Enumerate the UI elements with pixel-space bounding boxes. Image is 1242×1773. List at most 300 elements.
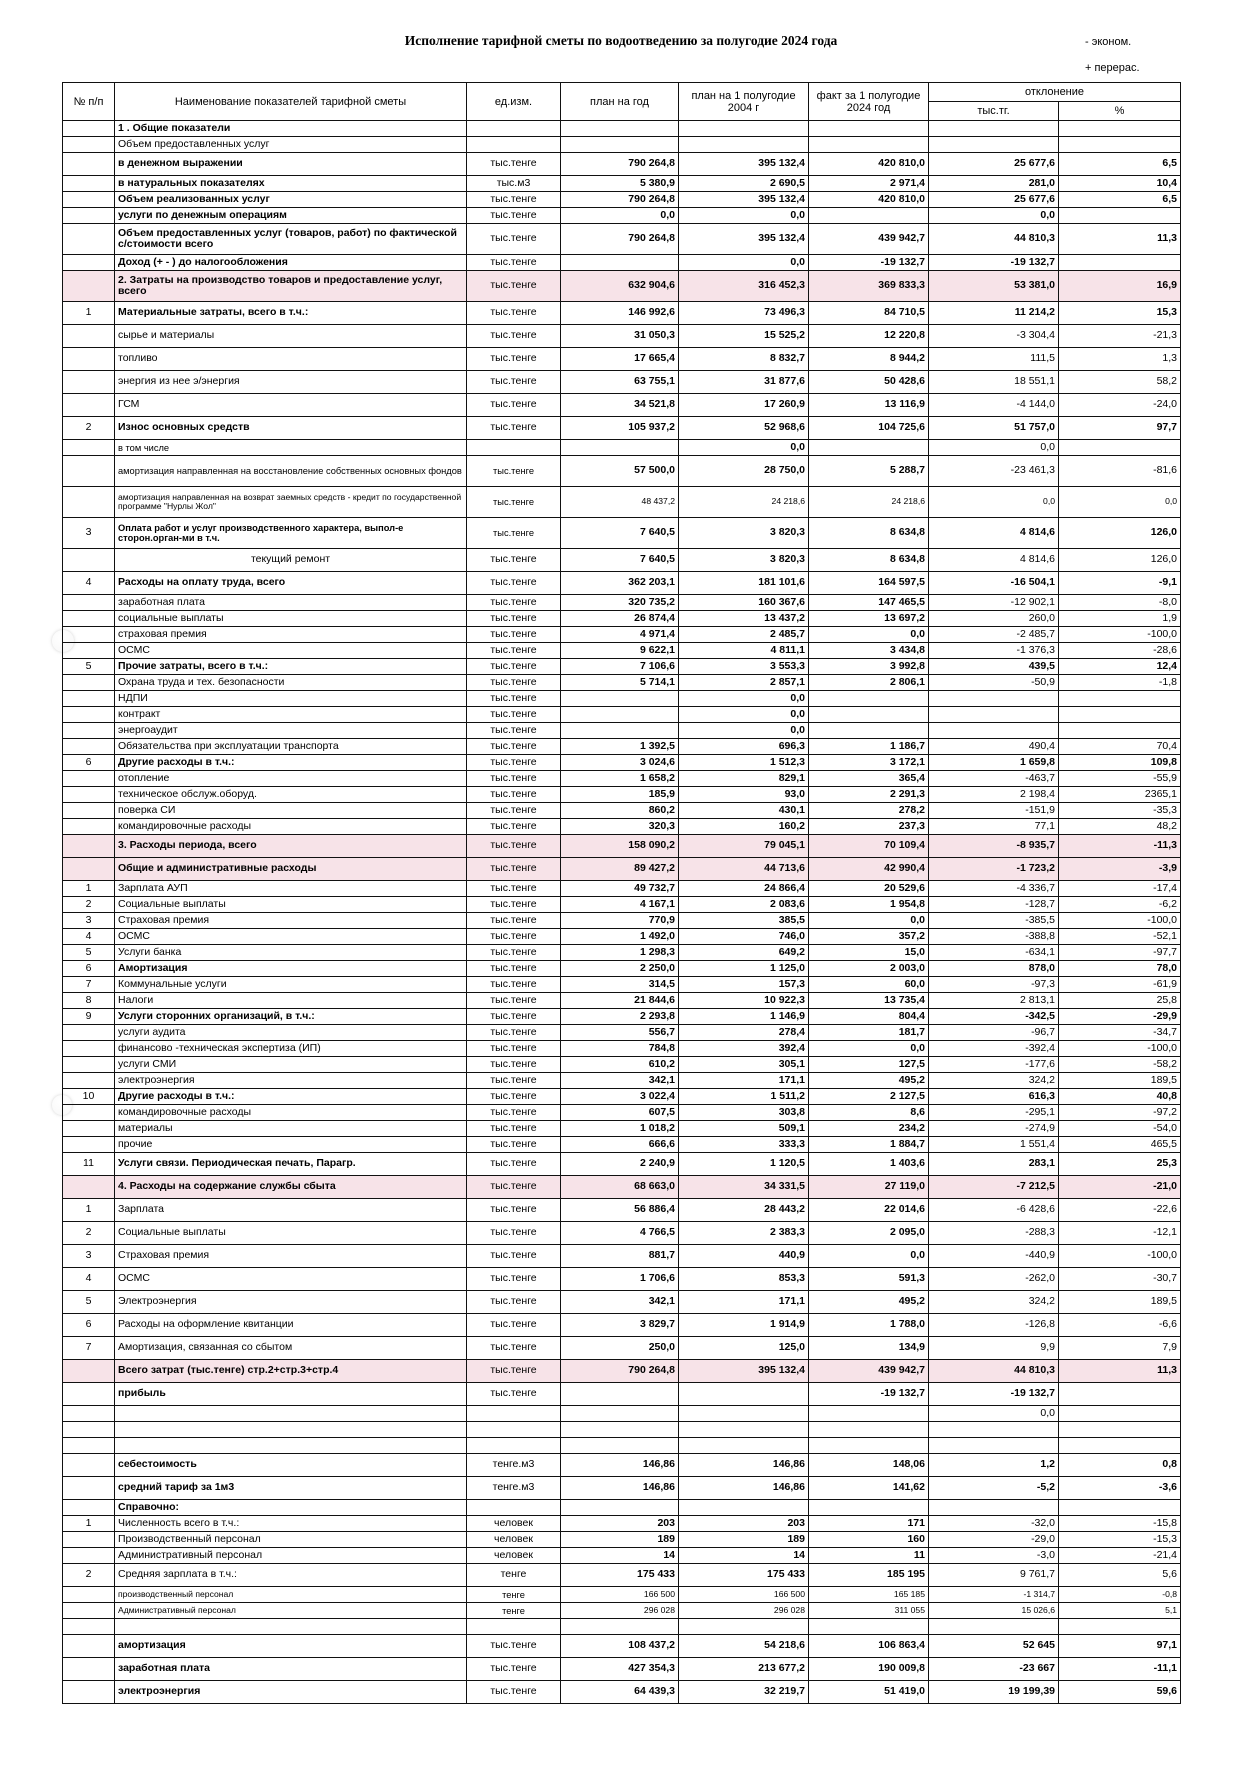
cell-unit: тенге (467, 1564, 561, 1587)
cell-da: 25 677,6 (929, 192, 1059, 208)
cell-unit: тыс.тенге (467, 627, 561, 643)
cell-idx (63, 771, 115, 787)
cell-name: Услуги банка (115, 945, 467, 961)
cell-idx: 3 (63, 518, 115, 549)
cell-idx (63, 1137, 115, 1153)
cell-idx (63, 1057, 115, 1073)
cell-py: 89 427,2 (561, 858, 679, 881)
cell-idx (63, 1406, 115, 1422)
cell-fh: 13 697,2 (809, 611, 929, 627)
cell-idx (63, 675, 115, 691)
cell-da: -16 504,1 (929, 572, 1059, 595)
cell-da: -463,7 (929, 771, 1059, 787)
table-row (63, 627, 1181, 643)
cell-unit: тыс.тенге (467, 691, 561, 707)
cell-name: контракт (115, 707, 467, 723)
cell-name: страховая премия (115, 627, 467, 643)
cell-fh: 1 403,6 (809, 1153, 929, 1176)
cell-idx (63, 192, 115, 208)
cell-dp: -54,0 (1059, 1121, 1181, 1137)
cell-name: НДПИ (115, 691, 467, 707)
cell-dp: -34,7 (1059, 1025, 1181, 1041)
cell-da: -50,9 (929, 675, 1059, 691)
cell-unit: тыс.тенге (467, 1025, 561, 1041)
cell-fh: 311 055 (809, 1603, 929, 1619)
cell-py (561, 137, 679, 153)
cell-dp: -21,0 (1059, 1176, 1181, 1199)
cell-ph: 44 713,6 (679, 858, 809, 881)
cell-dp: 126,0 (1059, 518, 1181, 549)
cell-idx (63, 1477, 115, 1500)
cell-idx: 9 (63, 1009, 115, 1025)
cell-da: -388,8 (929, 929, 1059, 945)
cell-idx: 4 (63, 1268, 115, 1291)
cell-unit: тыс.тенге (467, 1245, 561, 1268)
cell-dp: -58,2 (1059, 1057, 1181, 1073)
table-row (63, 1153, 1181, 1176)
cell-fh: 147 465,5 (809, 595, 929, 611)
cell-unit: тыс.тенге (467, 518, 561, 549)
cell-ph: 189 (679, 1532, 809, 1548)
table-header (63, 83, 1181, 121)
cell-dp: 189,5 (1059, 1291, 1181, 1314)
cell-da (929, 1438, 1059, 1454)
cell-ph: 24 866,4 (679, 881, 809, 897)
cell-dp: 12,4 (1059, 659, 1181, 675)
cell-idx: 11 (63, 1153, 115, 1176)
cell-fh: 190 009,8 (809, 1658, 929, 1681)
cell-fh: 171 (809, 1516, 929, 1532)
table-row (63, 137, 1181, 153)
cell-dp: 11,3 (1059, 1360, 1181, 1383)
cell-idx: 2 (63, 897, 115, 913)
table-row (63, 723, 1181, 739)
col-header-deviation: отклонение (929, 83, 1181, 102)
cell-ph: 3 820,3 (679, 549, 809, 572)
cell-ph: 160 367,6 (679, 595, 809, 611)
cell-ph: 2 857,1 (679, 675, 809, 691)
cell-unit: тыс.тенге (467, 1121, 561, 1137)
cell-unit: тыс.тенге (467, 271, 561, 302)
cell-ph: 8 832,7 (679, 348, 809, 371)
cell-fh: 439 942,7 (809, 224, 929, 255)
cell-unit: тыс.тенге (467, 739, 561, 755)
cell-unit: человек (467, 1532, 561, 1548)
cell-ph: 385,5 (679, 913, 809, 929)
cell-da: 4 814,6 (929, 549, 1059, 572)
cell-da: -274,9 (929, 1121, 1059, 1137)
cell-ph: 278,4 (679, 1025, 809, 1041)
cell-ph: 54 218,6 (679, 1635, 809, 1658)
cell-name: средний тариф за 1м3 (115, 1477, 467, 1500)
cell-name: Другие расходы в т.ч.: (115, 755, 467, 771)
cell-unit: тыс.тенге (467, 803, 561, 819)
cell-unit: тенге (467, 1587, 561, 1603)
cell-py: 185,9 (561, 787, 679, 803)
cell-py: 49 732,7 (561, 881, 679, 897)
page-title: Исполнение тарифной сметы по водоотведению за полугодие 2024 года (404, 33, 838, 48)
cell-dp: 0,0 (1059, 487, 1181, 518)
table-row (63, 255, 1181, 271)
col-header-plan-half: план на 1 полугодие 2004 г (679, 83, 809, 121)
cell-fh: 8 944,2 (809, 348, 929, 371)
cell-name: Оплата работ и услуг производственного характера, выпол-е сторон.орган-ми в т.ч. (115, 518, 467, 549)
cell-unit: тыс.тенге (467, 595, 561, 611)
cell-fh (809, 208, 929, 224)
cell-dp: 2365,1 (1059, 787, 1181, 803)
table-row (63, 371, 1181, 394)
table-row (63, 787, 1181, 803)
cell-ph: 829,1 (679, 771, 809, 787)
cell-name: Средняя зарплата в т.ч.: (115, 1564, 467, 1587)
cell-py: 860,2 (561, 803, 679, 819)
cell-ph: 171,1 (679, 1291, 809, 1314)
cell-unit: тыс.тенге (467, 1268, 561, 1291)
cell-py: 7 640,5 (561, 518, 679, 549)
cell-idx (63, 153, 115, 176)
cell-da: -4 144,0 (929, 394, 1059, 417)
cell-da (929, 707, 1059, 723)
cell-idx (63, 1532, 115, 1548)
cell-name: Расходы на оформление квитанции (115, 1314, 467, 1337)
cell-name: Амортизация, связанная со сбытом (115, 1337, 467, 1360)
cell-ph: 1 512,3 (679, 755, 809, 771)
cell-idx (63, 1619, 115, 1635)
cell-name: прибыль (115, 1383, 467, 1406)
cell-fh: 148,06 (809, 1454, 929, 1477)
cell-py: 146,86 (561, 1454, 679, 1477)
cell-unit: тыс.тенге (467, 675, 561, 691)
cell-dp: 6,5 (1059, 192, 1181, 208)
cell-dp: 15,3 (1059, 302, 1181, 325)
cell-py: 1 392,5 (561, 739, 679, 755)
cell-py: 26 874,4 (561, 611, 679, 627)
cell-ph: 649,2 (679, 945, 809, 961)
cell-unit: тенге.м3 (467, 1477, 561, 1500)
cell-da (929, 723, 1059, 739)
cell-dp: -1,8 (1059, 675, 1181, 691)
cell-fh: 357,2 (809, 929, 929, 945)
cell-fh: 3 434,8 (809, 643, 929, 659)
cell-unit: тыс.тенге (467, 1057, 561, 1073)
table-row (63, 518, 1181, 549)
cell-name: Электроэнергия (115, 1291, 467, 1314)
cell-name: техническое обслуж.оборуд. (115, 787, 467, 803)
cell-dp: 10,4 (1059, 176, 1181, 192)
cell-da: -12 902,1 (929, 595, 1059, 611)
cell-name: Социальные выплаты (115, 1222, 467, 1245)
table-row (63, 611, 1181, 627)
cell-fh: 1 788,0 (809, 1314, 929, 1337)
cell-py: 158 090,2 (561, 835, 679, 858)
cell-py: 3 024,6 (561, 755, 679, 771)
cell-py: 320,3 (561, 819, 679, 835)
cell-unit: тыс.тенге (467, 224, 561, 255)
cell-name: Налоги (115, 993, 467, 1009)
cell-dp: -52,1 (1059, 929, 1181, 945)
cell-ph: 157,3 (679, 977, 809, 993)
cell-name: Охрана труда и тех. безопасности (115, 675, 467, 691)
cell-py (561, 1619, 679, 1635)
table-row (63, 224, 1181, 255)
cell-unit: тыс.тенге (467, 819, 561, 835)
cell-ph: 79 045,1 (679, 835, 809, 858)
cell-dp: -24,0 (1059, 394, 1181, 417)
cell-da: 11 214,2 (929, 302, 1059, 325)
cell-unit: тыс.тенге (467, 1222, 561, 1245)
cell-dp: 97,7 (1059, 417, 1181, 440)
table-row (63, 1073, 1181, 1089)
cell-fh: 22 014,6 (809, 1199, 929, 1222)
cell-name: Общие и административные расходы (115, 858, 467, 881)
cell-unit (467, 1619, 561, 1635)
cell-dp: -8,0 (1059, 595, 1181, 611)
cell-py: 48 437,2 (561, 487, 679, 518)
cell-ph: 28 750,0 (679, 456, 809, 487)
cell-da: -288,3 (929, 1222, 1059, 1245)
cell-name: поверка СИ (115, 803, 467, 819)
cell-dp: -11,1 (1059, 1658, 1181, 1681)
cell-py: 57 500,0 (561, 456, 679, 487)
cell-idx: 3 (63, 913, 115, 929)
cell-idx: 6 (63, 961, 115, 977)
cell-da: -1 723,2 (929, 858, 1059, 881)
cell-da: -392,4 (929, 1041, 1059, 1057)
cell-unit: человек (467, 1516, 561, 1532)
table-row (63, 1619, 1181, 1635)
cell-da: -262,0 (929, 1268, 1059, 1291)
table-row (63, 348, 1181, 371)
cell-fh: 0,0 (809, 1245, 929, 1268)
cell-idx (63, 858, 115, 881)
table-row (63, 1548, 1181, 1564)
cell-name: сырье и материалы (115, 325, 467, 348)
cell-fh: 2 291,3 (809, 787, 929, 803)
cell-name (115, 1422, 467, 1438)
cell-name: электроэнергия (115, 1073, 467, 1089)
cell-py: 770,9 (561, 913, 679, 929)
cell-ph (679, 1422, 809, 1438)
cell-fh: 181,7 (809, 1025, 929, 1041)
cell-ph: 0,0 (679, 691, 809, 707)
cell-da: 9 761,7 (929, 1564, 1059, 1587)
cell-ph (679, 1406, 809, 1422)
cell-dp (1059, 1406, 1181, 1422)
table-row (63, 1089, 1181, 1105)
cell-dp: -22,6 (1059, 1199, 1181, 1222)
cell-dp: -97,7 (1059, 945, 1181, 961)
cell-unit: тыс.тенге (467, 1291, 561, 1314)
table-row (63, 208, 1181, 224)
cell-name: Услуги связи. Периодическая печать, Парагр. (115, 1153, 467, 1176)
table-row (63, 1291, 1181, 1314)
cell-fh (809, 723, 929, 739)
cell-idx (63, 121, 115, 137)
cell-py: 1 658,2 (561, 771, 679, 787)
cell-name: топливо (115, 348, 467, 371)
cell-dp: -3,9 (1059, 858, 1181, 881)
cell-ph: 2 383,3 (679, 1222, 809, 1245)
cell-idx (63, 1176, 115, 1199)
cell-ph: 0,0 (679, 723, 809, 739)
cell-name: текущий ремонт (115, 549, 467, 572)
cell-dp (1059, 137, 1181, 153)
cell-unit: тыс.тенге (467, 1658, 561, 1681)
cell-py: 1 018,2 (561, 1121, 679, 1137)
cell-ph (679, 1383, 809, 1406)
cell-da: -23 667 (929, 1658, 1059, 1681)
cell-fh: 165 185 (809, 1587, 929, 1603)
cell-name: финансово -техническая экспертиза (ИП) (115, 1041, 467, 1057)
cell-da: -29,0 (929, 1532, 1059, 1548)
cell-py: 7 640,5 (561, 549, 679, 572)
cell-ph: 296 028 (679, 1603, 809, 1619)
cell-fh: 591,3 (809, 1268, 929, 1291)
cell-name: ГСМ (115, 394, 467, 417)
table-row (63, 1635, 1181, 1658)
cell-unit: тыс.тенге (467, 208, 561, 224)
table-row (63, 771, 1181, 787)
cell-dp: 5,6 (1059, 1564, 1181, 1587)
cell-name: Износ основных средств (115, 417, 467, 440)
table-row (63, 153, 1181, 176)
table-row (63, 192, 1181, 208)
cell-fh: 278,2 (809, 803, 929, 819)
cell-dp: -100,0 (1059, 1245, 1181, 1268)
cell-name: энергоаудит (115, 723, 467, 739)
cell-name: ОСМС (115, 1268, 467, 1291)
cell-unit: тыс.тенге (467, 1314, 561, 1337)
table-row (63, 1360, 1181, 1383)
cell-name: Административный персонал (115, 1603, 467, 1619)
cell-py: 7 106,6 (561, 659, 679, 675)
cell-unit: тыс.тенге (467, 897, 561, 913)
cell-unit: тыс.м3 (467, 176, 561, 192)
cell-name: Зарплата (115, 1199, 467, 1222)
cell-ph: 333,3 (679, 1137, 809, 1153)
cell-py: 14 (561, 1548, 679, 1564)
cell-name: услуги СМИ (115, 1057, 467, 1073)
cell-py: 56 886,4 (561, 1199, 679, 1222)
cell-name: Амортизация (115, 961, 467, 977)
cell-py: 790 264,8 (561, 1360, 679, 1383)
cell-name: заработная плата (115, 595, 467, 611)
table-row (63, 1383, 1181, 1406)
cell-fh: 420 810,0 (809, 192, 929, 208)
cell-idx (63, 1548, 115, 1564)
cell-py: 146,86 (561, 1477, 679, 1500)
cell-idx: 10 (63, 1089, 115, 1105)
cell-unit: тыс.тенге (467, 913, 561, 929)
cell-fh (809, 1438, 929, 1454)
cell-ph (679, 137, 809, 153)
cell-da: 77,1 (929, 819, 1059, 835)
cell-dp: 48,2 (1059, 819, 1181, 835)
cell-py: 203 (561, 1516, 679, 1532)
cell-idx (63, 1105, 115, 1121)
cell-idx (63, 255, 115, 271)
cell-da: -6 428,6 (929, 1199, 1059, 1222)
table-row (63, 659, 1181, 675)
cell-fh: 237,3 (809, 819, 929, 835)
cell-unit: тыс.тенге (467, 255, 561, 271)
cell-dp: -55,9 (1059, 771, 1181, 787)
cell-da: 616,3 (929, 1089, 1059, 1105)
cell-ph: 4 811,1 (679, 643, 809, 659)
cell-py (561, 255, 679, 271)
cell-da: -19 132,7 (929, 255, 1059, 271)
cell-da: -126,8 (929, 1314, 1059, 1337)
cell-py: 320 735,2 (561, 595, 679, 611)
cell-ph: 0,0 (679, 707, 809, 723)
cell-da: -4 336,7 (929, 881, 1059, 897)
cell-ph: 1 914,9 (679, 1314, 809, 1337)
table-row (63, 691, 1181, 707)
cell-da: 111,5 (929, 348, 1059, 371)
cell-py: 68 663,0 (561, 1176, 679, 1199)
cell-idx (63, 595, 115, 611)
cell-py: 4 766,5 (561, 1222, 679, 1245)
cell-name: услуги аудита (115, 1025, 467, 1041)
table-row (63, 1121, 1181, 1137)
table-row (63, 1477, 1181, 1500)
cell-fh: 84 710,5 (809, 302, 929, 325)
table-row (63, 675, 1181, 691)
cell-da: 53 381,0 (929, 271, 1059, 302)
cell-py: 189 (561, 1532, 679, 1548)
cell-da: -23 461,3 (929, 456, 1059, 487)
cell-py: 1 706,6 (561, 1268, 679, 1291)
cell-ph: 746,0 (679, 929, 809, 945)
cell-da: -3,0 (929, 1548, 1059, 1564)
cell-da: -634,1 (929, 945, 1059, 961)
cell-dp (1059, 121, 1181, 137)
table-row (63, 1025, 1181, 1041)
cell-da: -2 485,7 (929, 627, 1059, 643)
cell-idx: 1 (63, 302, 115, 325)
cell-name: материалы (115, 1121, 467, 1137)
cell-fh: 3 992,8 (809, 659, 929, 675)
cell-idx: 6 (63, 755, 115, 771)
cell-unit: тыс.тенге (467, 1360, 561, 1383)
cell-dp: -15,3 (1059, 1532, 1181, 1548)
cell-fh: 2 127,5 (809, 1089, 929, 1105)
cell-fh: 1 954,8 (809, 897, 929, 913)
cell-da: 2 198,4 (929, 787, 1059, 803)
cell-name: ОСМС (115, 929, 467, 945)
cell-unit: тыс.тенге (467, 192, 561, 208)
table-row (63, 271, 1181, 302)
cell-name: Зарплата АУП (115, 881, 467, 897)
cell-name: услуги по денежным операциям (115, 208, 467, 224)
cell-idx: 7 (63, 977, 115, 993)
cell-ph: 305,1 (679, 1057, 809, 1073)
cell-unit (467, 1406, 561, 1422)
cell-idx: 1 (63, 881, 115, 897)
cell-da: 25 677,6 (929, 153, 1059, 176)
cell-dp: -61,9 (1059, 977, 1181, 993)
cell-idx: 5 (63, 659, 115, 675)
cell-ph: 0,0 (679, 208, 809, 224)
cell-ph: 395 132,4 (679, 192, 809, 208)
cell-name: Обязательства при эксплуатации транспорта (115, 739, 467, 755)
cell-py: 881,7 (561, 1245, 679, 1268)
cell-ph: 73 496,3 (679, 302, 809, 325)
cell-da: -151,9 (929, 803, 1059, 819)
cell-ph: 853,3 (679, 1268, 809, 1291)
cell-py: 362 203,1 (561, 572, 679, 595)
cell-idx (63, 787, 115, 803)
